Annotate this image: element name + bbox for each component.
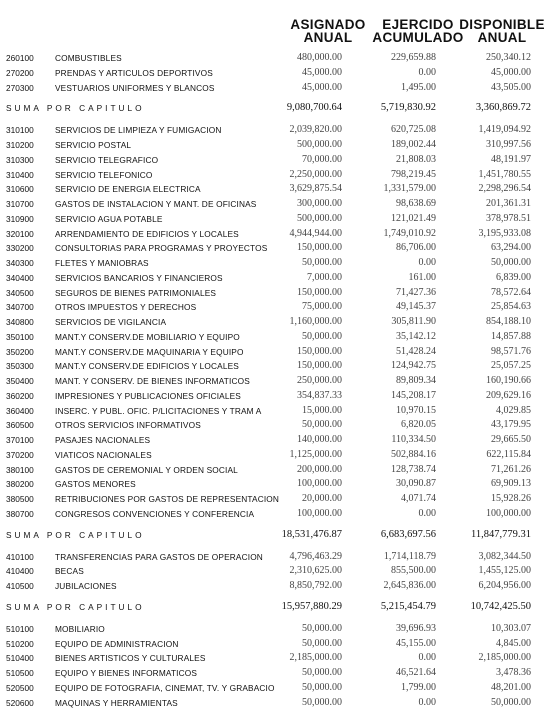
- table-row: [0, 123, 550, 137]
- account-code: 340300: [6, 258, 34, 268]
- ejercido-value: 855,500.00: [391, 565, 436, 577]
- ejercido-value: 124,942.75: [391, 360, 436, 372]
- asignado-value: 150,000.00: [297, 360, 342, 372]
- account-code: 370100: [6, 435, 34, 445]
- account-description: CONGRESOS CONVENCIONES Y CONFERENCIA: [55, 508, 255, 519]
- disponible-value: 3,478.36: [496, 667, 531, 678]
- table-row: [0, 477, 550, 491]
- account-code: 350100: [6, 331, 34, 342]
- disponible-value: 209,629.16: [486, 389, 531, 401]
- summary-label: SUMA POR CAPITULO: [6, 601, 145, 612]
- asignado-value: 8,850,792.00: [289, 580, 342, 591]
- ejercido-value: 798,219.45: [391, 168, 436, 180]
- table-row: [0, 492, 550, 506]
- disponible-value: 25,854.63: [491, 301, 531, 313]
- table-row: [0, 227, 550, 241]
- account-description: SERVICIO DE ENERGIA ELECTRICA: [55, 184, 201, 195]
- asignado-value: 15,000.00: [302, 404, 342, 416]
- ejercido-value: 1,749,010.92: [383, 227, 436, 239]
- header-ejercido-line1: EJERCIDO: [382, 17, 454, 32]
- table-row: [0, 197, 550, 211]
- disponible-value: 10,742,425.50: [470, 600, 531, 612]
- account-code: 310700: [6, 199, 34, 209]
- disponible-value: 29,665.50: [491, 434, 531, 445]
- ejercido-value: 30,090.87: [396, 478, 436, 490]
- ejercido-value: 1,331,579.00: [383, 183, 436, 195]
- account-description: VIATICOS NACIONALES: [55, 449, 152, 460]
- account-description: SERVICIO AGUA POTABLE: [55, 213, 163, 224]
- ejercido-value: 0.00: [418, 66, 436, 78]
- account-description: OTROS SERVICIOS INFORMATIVOS: [55, 420, 201, 431]
- account-description: SERVICIO TELEFONICO: [55, 169, 153, 180]
- disponible-value: 15,928.26: [491, 493, 531, 504]
- table-row: [0, 138, 550, 152]
- account-description: MANT.Y CONSERV.DE EDIFICIOS Y LOCALES: [55, 361, 239, 372]
- account-description: COMBUSTIBLES: [55, 53, 122, 63]
- table-row: [0, 651, 550, 665]
- account-description: BECAS: [55, 566, 84, 577]
- account-description: SERVICIOS BANCARIOS Y FINANCIEROS: [55, 272, 223, 283]
- asignado-value: 1,160,000.00: [289, 316, 342, 327]
- table-row: [0, 666, 550, 680]
- disponible-value: 63,294.00: [491, 242, 531, 254]
- ejercido-value: 51,428.24: [396, 345, 436, 357]
- table-row: [0, 153, 550, 167]
- disponible-value: 43,179.95: [491, 419, 531, 431]
- asignado-value: 50,000.00: [302, 257, 342, 268]
- ejercido-value: 89,809.34: [396, 375, 436, 386]
- account-code: 350200: [6, 346, 34, 357]
- disponible-value: 3,082,344.50: [478, 550, 531, 562]
- account-code: 310600: [6, 184, 34, 195]
- disponible-value: 71,261.26: [491, 463, 531, 475]
- account-code: 380700: [6, 508, 34, 519]
- asignado-value: 3,629,875.54: [289, 183, 342, 195]
- ejercido-value: 229,659.88: [391, 52, 436, 63]
- disponible-value: 48,191.97: [491, 153, 531, 165]
- table-row: [0, 359, 550, 373]
- asignado-value: 50,000.00: [302, 696, 342, 708]
- account-description: ARRENDAMIENTO DE EDIFICIOS Y LOCALES: [55, 228, 239, 239]
- asignado-value: 4,796,463.29: [289, 550, 342, 562]
- disponible-value: 14,857.88: [491, 330, 531, 342]
- disponible-value: 1,451,780.55: [478, 168, 531, 180]
- account-description: RETRIBUCIONES POR GASTOS DE REPRESENTACION: [55, 494, 280, 504]
- account-code: 330200: [6, 243, 34, 254]
- asignado-value: 2,185,000.00: [289, 652, 342, 664]
- asignado-value: 20,000.00: [302, 493, 342, 504]
- disponible-value: 10,303.07: [491, 622, 531, 634]
- disponible-value: 4,845.00: [496, 637, 531, 649]
- account-code: 310300: [6, 154, 34, 165]
- header-ejercido-line2: ACUMULADO: [372, 30, 464, 45]
- ejercido-value: 0.00: [418, 696, 436, 708]
- asignado-value: 200,000.00: [297, 463, 342, 475]
- asignado-value: 480,000.00: [297, 52, 342, 63]
- account-description: MOBILIARIO: [55, 623, 105, 634]
- disponible-value: 2,298,296.54: [478, 183, 531, 195]
- account-code: 360500: [6, 420, 34, 431]
- account-code: 270300: [6, 82, 34, 93]
- header-asignado-line1: ASIGNADO: [290, 17, 366, 32]
- account-code: 360400: [6, 405, 34, 416]
- account-code: 340500: [6, 287, 34, 298]
- account-code: 510500: [6, 668, 34, 678]
- table-row: [0, 637, 550, 651]
- header-disponible: [452, 18, 550, 44]
- asignado-value: 150,000.00: [297, 242, 342, 254]
- disponible-value: 50,000.00: [491, 257, 531, 268]
- asignado-value: 9,080,700.64: [286, 102, 342, 114]
- account-code: 510200: [6, 638, 34, 649]
- disponible-value: 78,572.64: [491, 286, 531, 298]
- account-description: OTROS IMPUESTOS Y DERECHOS: [55, 302, 197, 313]
- table-row: [0, 168, 550, 182]
- disponible-value: 3,195,933.08: [478, 227, 531, 239]
- disponible-value: 3,360,869.72: [475, 102, 531, 114]
- ejercido-value: 305,811.90: [391, 316, 436, 327]
- asignado-value: 75,000.00: [302, 301, 342, 313]
- account-description: SERVICIOS DE VIGILANCIA: [55, 317, 167, 327]
- account-code: 410100: [6, 551, 34, 562]
- asignado-value: 45,000.00: [302, 66, 342, 78]
- asignado-value: 2,310,625.00: [289, 565, 342, 577]
- disponible-value: 2,185,000.00: [478, 652, 531, 664]
- account-code: 340700: [6, 302, 34, 313]
- disponible-value: 6,839.00: [496, 271, 531, 283]
- account-description: MAQUINAS Y HERRAMIENTAS: [55, 697, 178, 708]
- ejercido-value: 145,208.17: [391, 389, 436, 401]
- account-description: GASTOS MENORES: [55, 479, 136, 490]
- account-code: 520600: [6, 697, 34, 708]
- disponible-value: 25,057.25: [491, 360, 531, 372]
- table-row: [0, 271, 550, 285]
- account-code: 310200: [6, 140, 34, 150]
- account-code: 370200: [6, 449, 34, 460]
- table-row: [0, 330, 550, 344]
- table-row: [0, 66, 550, 80]
- account-description: PASAJES NACIONALES: [55, 435, 151, 445]
- account-description: SEGUROS DE BIENES PATRIMONIALES: [55, 287, 217, 298]
- disponible-value: 201,361.31: [486, 198, 531, 209]
- ejercido-value: 46,521.64: [396, 667, 436, 678]
- ejercido-value: 5,215,454.79: [380, 600, 436, 612]
- asignado-value: 250,000.00: [297, 375, 342, 386]
- header-disponible-line1: DISPONIBLE: [459, 17, 545, 32]
- table-row: [0, 241, 550, 255]
- account-description: MANT.Y CONSERV.DE MAQUINARIA Y EQUIPO: [55, 346, 244, 357]
- account-code: 350300: [6, 361, 34, 372]
- disponible-value: 250,340.12: [486, 52, 531, 63]
- disponible-value: 100,000.00: [486, 507, 531, 519]
- table-row: [0, 550, 550, 564]
- table-row: [0, 286, 550, 300]
- asignado-value: 2,250,000.00: [289, 168, 342, 180]
- ejercido-value: 49,145.37: [396, 301, 436, 313]
- table-row: [0, 579, 550, 593]
- asignado-value: 2,039,820.00: [289, 124, 342, 136]
- disponible-value: 69,909.13: [491, 478, 531, 490]
- account-description: INSERC. Y PUBL. OFIC. P/LICITACIONES Y TRAM A: [55, 405, 262, 416]
- ejercido-value: 121,021.49: [391, 212, 436, 224]
- account-code: 310100: [6, 125, 34, 136]
- table-row: [0, 51, 550, 65]
- disponible-value: 4,029.85: [496, 404, 531, 416]
- asignado-value: 100,000.00: [297, 478, 342, 490]
- ejercido-value: 0.00: [418, 652, 436, 664]
- asignado-value: 50,000.00: [302, 681, 342, 693]
- table-row: [0, 448, 550, 462]
- ejercido-value: 110,334.50: [391, 434, 436, 445]
- disponible-value: 1,455,125.00: [478, 565, 531, 577]
- summary-row: [0, 529, 550, 543]
- account-description: EQUIPO DE ADMINISTRACION: [55, 638, 179, 649]
- ejercido-value: 21,808.03: [396, 153, 436, 165]
- account-code: 310400: [6, 169, 34, 180]
- asignado-value: 300,000.00: [297, 198, 342, 209]
- account-description: JUBILACIONES: [55, 581, 117, 591]
- table-row: [0, 182, 550, 196]
- header-asignado-line2: ANUAL: [303, 30, 353, 45]
- asignado-value: 50,000.00: [302, 419, 342, 431]
- ejercido-value: 1,799.00: [401, 681, 436, 693]
- account-description: SERVICIO TELEGRAFICO: [55, 154, 159, 165]
- asignado-value: 15,957,880.29: [281, 600, 342, 612]
- asignado-value: 140,000.00: [297, 434, 342, 445]
- ejercido-value: 2,645,836.00: [383, 580, 436, 591]
- disponible-value: 43,505.00: [491, 81, 531, 93]
- asignado-value: 500,000.00: [297, 212, 342, 224]
- ejercido-value: 502,884.16: [391, 448, 436, 460]
- account-description: SERVICIO POSTAL: [55, 140, 132, 150]
- account-code: 340400: [6, 272, 34, 283]
- account-code: 320100: [6, 228, 34, 239]
- account-code: 380100: [6, 464, 34, 475]
- account-description: GASTOS DE INSTALACION Y MANT. DE OFICINAS: [55, 199, 257, 209]
- asignado-value: 50,000.00: [302, 330, 342, 342]
- ejercido-value: 10,970.15: [396, 404, 436, 416]
- ejercido-value: 128,738.74: [391, 463, 436, 475]
- account-description: TRANSFERENCIAS PARA GASTOS DE OPERACION: [55, 551, 263, 562]
- disponible-value: 11,847,779.31: [471, 528, 531, 540]
- table-row: [0, 404, 550, 418]
- ejercido-value: 0.00: [418, 257, 436, 268]
- account-code: 380500: [6, 494, 34, 504]
- ejercido-value: 98,638.69: [396, 198, 436, 209]
- asignado-value: 50,000.00: [302, 622, 342, 634]
- ejercido-value: 4,071.74: [401, 493, 436, 504]
- account-description: EQUIPO DE FOTOGRAFIA, CINEMAT, TV. Y GRABACIO: [55, 682, 275, 693]
- ejercido-value: 189,002.44: [391, 139, 436, 150]
- table-row: [0, 622, 550, 636]
- ejercido-value: 6,683,697.56: [380, 528, 436, 540]
- ejercido-value: 620,725.08: [391, 124, 436, 136]
- account-description: CONSULTORIAS PARA PROGRAMAS Y PROYECTOS: [55, 243, 268, 254]
- disponible-value: 310,997.56: [486, 139, 531, 150]
- account-code: 340800: [6, 317, 34, 327]
- disponible-value: 6,204,956.00: [478, 580, 531, 591]
- table-row: [0, 389, 550, 403]
- account-description: FLETES Y MANIOBRAS: [55, 258, 149, 268]
- asignado-value: 45,000.00: [302, 81, 342, 93]
- asignado-value: 150,000.00: [297, 345, 342, 357]
- asignado-value: 50,000.00: [302, 667, 342, 678]
- account-description: GASTOS DE CEREMONIAL Y ORDEN SOCIAL: [55, 464, 238, 475]
- account-code: 510400: [6, 653, 34, 664]
- account-code: 410400: [6, 566, 34, 577]
- disponible-value: 854,188.10: [486, 316, 531, 327]
- account-code: 350400: [6, 376, 34, 386]
- disponible-value: 378,978.51: [486, 212, 531, 224]
- asignado-value: 50,000.00: [302, 637, 342, 649]
- asignado-value: 18,531,476.87: [281, 528, 342, 540]
- table-row: [0, 81, 550, 95]
- asignado-value: 150,000.00: [297, 286, 342, 298]
- account-code: 520500: [6, 682, 34, 693]
- ejercido-value: 71,427.36: [396, 286, 436, 298]
- account-code: 510100: [6, 623, 34, 634]
- table-row: [0, 345, 550, 359]
- table-row: [0, 433, 550, 447]
- ejercido-value: 1,714,118.79: [383, 550, 436, 562]
- table-row: [0, 564, 550, 578]
- asignado-value: 500,000.00: [297, 139, 342, 150]
- account-description: VESTUARIOS UNIFORMES Y BLANCOS: [55, 82, 215, 93]
- account-code: 380200: [6, 479, 34, 490]
- disponible-value: 98,571.76: [491, 345, 531, 357]
- account-code: 360200: [6, 390, 34, 401]
- asignado-value: 70,000.00: [302, 153, 342, 165]
- account-code: 270200: [6, 67, 34, 78]
- table-row: [0, 681, 550, 695]
- account-code: 310900: [6, 213, 34, 224]
- asignado-value: 4,944,944.00: [289, 227, 342, 239]
- summary-label: SUMA POR CAPITULO: [6, 529, 145, 540]
- asignado-value: 100,000.00: [297, 507, 342, 519]
- account-description: SERVICIOS DE LIMPIEZA Y FUMIGACION: [55, 125, 222, 136]
- disponible-value: 48,201.00: [491, 681, 531, 693]
- table-row: [0, 300, 550, 314]
- ejercido-value: 6,820.05: [401, 419, 436, 431]
- ejercido-value: 86,706.00: [396, 242, 436, 254]
- account-description: IMPRESIONES Y PUBLICACIONES OFICIALES: [55, 390, 241, 401]
- ejercido-value: 39,696.93: [396, 622, 436, 634]
- ejercido-value: 0.00: [418, 507, 436, 519]
- table-row: [0, 212, 550, 226]
- account-code: 410500: [6, 581, 34, 591]
- ejercido-value: 45,155.00: [396, 637, 436, 649]
- disponible-value: 45,000.00: [491, 66, 531, 78]
- account-code: 260100: [6, 53, 34, 63]
- summary-row: [0, 601, 550, 615]
- asignado-value: 354,837.33: [297, 389, 342, 401]
- table-row: [0, 696, 550, 710]
- account-description: MANT. Y CONSERV. DE BIENES INFORMATICOS: [55, 376, 250, 386]
- table-row: [0, 418, 550, 432]
- disponible-value: 622,115.84: [486, 448, 531, 460]
- disponible-value: 50,000.00: [491, 696, 531, 708]
- table-row: [0, 463, 550, 477]
- ejercido-value: 5,719,830.92: [380, 102, 436, 114]
- disponible-value: 160,190.66: [486, 375, 531, 386]
- ejercido-value: 1,495.00: [401, 81, 436, 93]
- header-disponible-line2: ANUAL: [477, 30, 527, 45]
- asignado-value: 7,000.00: [307, 271, 342, 283]
- asignado-value: 1,125,000.00: [289, 448, 342, 460]
- account-description: BIENES ARTISTICOS Y CULTURALES: [55, 653, 206, 664]
- ejercido-value: 35,142.12: [396, 330, 436, 342]
- disponible-value: 1,419,094.92: [478, 124, 531, 136]
- table-row: [0, 374, 550, 388]
- table-row: [0, 315, 550, 329]
- account-description: PRENDAS Y ARTICULOS DEPORTIVOS: [55, 67, 213, 78]
- table-row: [0, 256, 550, 270]
- summary-row: [0, 102, 550, 116]
- account-description: MANT.Y CONSERV.DE MOBILIARIO Y EQUIPO: [55, 331, 240, 342]
- ejercido-value: 161.00: [408, 271, 436, 283]
- summary-label: SUMA POR CAPITULO: [6, 103, 145, 114]
- account-description: EQUIPO Y BIENES INFORMATICOS: [55, 668, 198, 678]
- table-row: [0, 507, 550, 521]
